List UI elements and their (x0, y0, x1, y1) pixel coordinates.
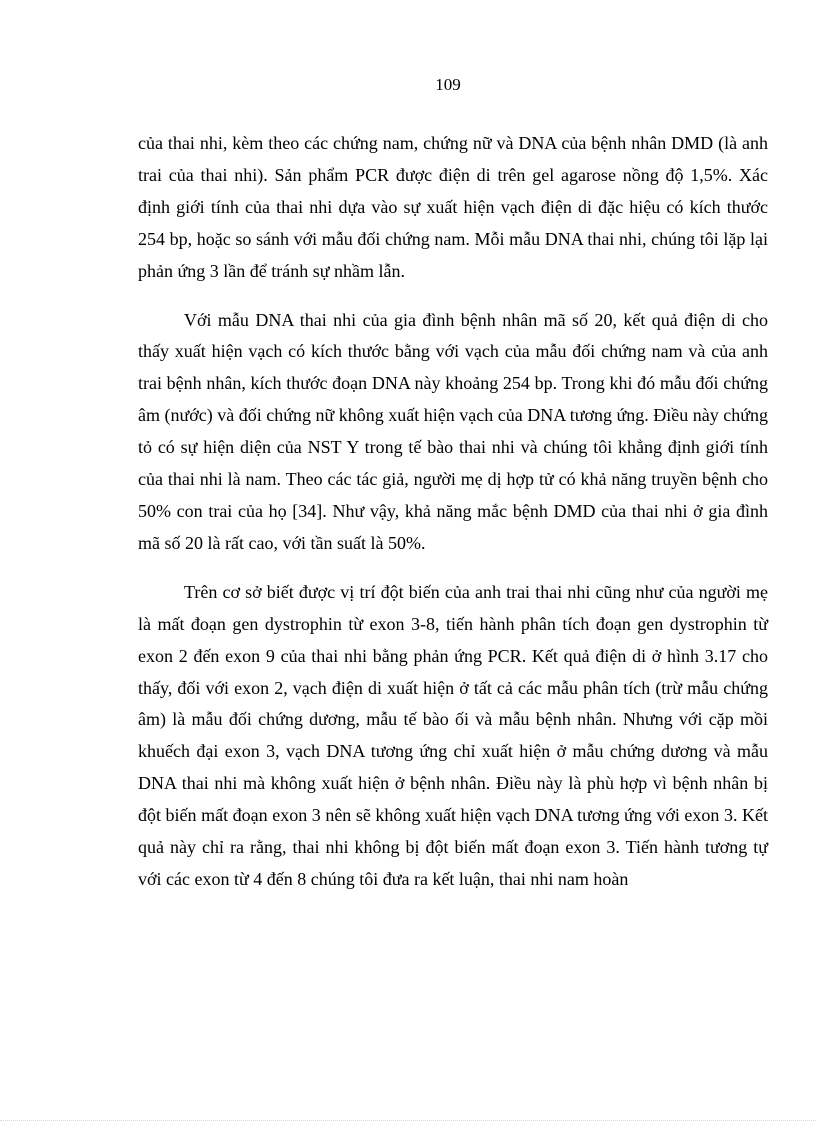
paragraph-family-20-result: Với mẫu DNA thai nhi của gia đình bệnh nhân mã số 20, kết quả điện di cho thấy xuất hiện vạch có kích thước bằng với vạch của mẫu đối chứng nam và của anh trai bệnh nhân, kích thước đoạn DNA này khoảng 254 bp. Trong khi đó mẫu đối chứng âm (nước) và đối chứng nữ không xuất hiện vạch của DNA tương ứng. Điều này chứng tỏ có sự hiện diện của NST Y trong tế bào thai nhi và chúng tôi khẳng định giới tính của thai nhi là nam. Theo các tác giả, người mẹ dị hợp tử có khả năng truyền bệnh cho 50% con trai của họ [34]. Như vậy, khả năng mắc bệnh DMD của thai nhi ở gia đình mã số 20 là rất cao, với tần suất là 50%. (138, 309, 768, 553)
paragraph-continuation: của thai nhi, kèm theo các chứng nam, chứng nữ và DNA của bệnh nhân DMD (là anh trai của thai nhi). Sản phẩm PCR được điện di trên gel agarose nồng độ 1,5%. Xác định giới tính của thai nhi dựa vào sự xuất hiện vạch điện di đặc hiệu có kích thước 254 bp, hoặc so sánh với mẫu đối chứng nam. Mỗi mẫu DNA thai nhi, chúng tôi lặp lại phản ứng 3 lần để tránh sự nhầm lẫn. (138, 133, 768, 281)
page-bottom-divider (0, 1120, 816, 1121)
page-body (138, 128, 768, 913)
paragraph-exon-analysis: Trên cơ sở biết được vị trí đột biến của anh trai thai nhi cũng như của người mẹ là mất đoạn gen dystrophin từ exon 3-8, tiến hành phân tích đoạn gen dystrophin từ exon 2 đến exon 9 của thai nhi bằng phản ứng PCR. Kết quả điện di ở hình 3.17 cho thấy, đối với exon 2, vạch điện di xuất hiện ở tất cả các mẫu phân tích (trừ mẫu chứng âm) là mẫu đối chứng dương, mẫu tế bào ối và mẫu bệnh nhân. Nhưng với cặp mồi khuếch đại exon 3, vạch DNA tương ứng chỉ xuất hiện ở mẫu chứng dương và mẫu DNA thai nhi mà không xuất hiện ở bệnh nhân. Điều này là phù hợp vì bệnh nhân bị đột biến mất đoạn exon 3 nên sẽ không xuất hiện vạch DNA tương ứng với exon 3. Kết quả này chỉ ra rằng, thai nhi không bị đột biến mất đoạn exon 3. Tiến hành tương tự với các exon từ 4 đến 8 chúng tôi đưa ra kết luận, thai nhi nam hoàn (138, 581, 768, 889)
page-number: 109 (435, 75, 461, 94)
